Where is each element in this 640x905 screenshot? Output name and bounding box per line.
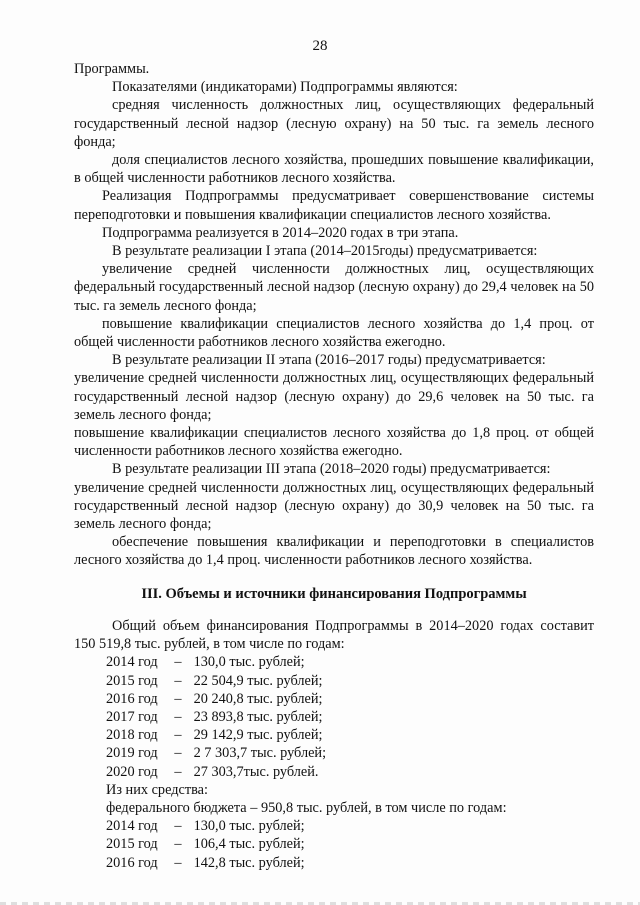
funding-year-row [74, 763, 594, 781]
year-label: 2015 год [106, 836, 158, 853]
amount: 27 303,7тыс. рублей. [193, 763, 319, 780]
funding-year-row [74, 653, 594, 671]
paragraph: В результате реализации I этапа (2014–2015годы) предусматривается: [112, 243, 538, 260]
paragraph: средняя численность должностных лиц, осуществляющих федеральный государственный лесной надзор (лесную охрану) на 50 тыс. га земель лесного фонда; [74, 97, 594, 150]
dash: – [174, 708, 182, 725]
dash: – [174, 854, 182, 871]
federal-budget-line: федерального бюджета – 950,8 тыс. рублей, в том числе по годам: [106, 799, 507, 816]
dash: – [174, 818, 182, 835]
amount: 106,4 тыс. рублей; [193, 836, 305, 853]
dash: – [174, 763, 182, 780]
amount: 20 240,8 тыс. рублей; [193, 690, 323, 707]
paragraph: увеличение средней численности должностных лиц, осуществляющих федеральный государственный лесной надзор (лесную охрану) до 29,6 человек на 50 тыс. га земель лесного фонда; [74, 370, 594, 423]
paragraph: увеличение средней численности должностных лиц, осуществляющих федеральный государственный лесной надзор (лесную охрану) до 29,4 человек на 50 тыс. га земель лесного фонда; [74, 261, 594, 314]
year-label: 2017 год [106, 708, 158, 725]
paragraph: доля специалистов лесного хозяйства, прошедших повышение квалификации, в общей численности работников лесного хозяйства. [74, 152, 594, 187]
funding-year-row [74, 708, 594, 726]
paragraph: увеличение средней численности должностных лиц, осуществляющих федеральный государственный лесной надзор (лесную охрану) до 30,9 человек на 50 тыс. га земель лесного фонда; [74, 479, 594, 533]
dash: – [174, 727, 182, 744]
amount: 130,0 тыс. рублей; [193, 654, 305, 671]
federal-year-row [74, 817, 594, 835]
document-body [74, 60, 594, 872]
year-label: 2014 год [106, 654, 158, 671]
dash: – [174, 672, 182, 689]
paragraph: В результате реализации II этапа (2016–2017 годы) предусматривается: [112, 352, 546, 369]
of-which-label: Из них средства: [106, 781, 208, 798]
funding-year-row [74, 672, 594, 690]
funding-intro: Общий объем финансирования Подпрограммы в 2014–2020 годах составит 150 519,8 тыс. рублей, в том числе по годам: [74, 617, 594, 653]
funding-year-row [74, 744, 594, 762]
dash: – [174, 690, 182, 707]
paragraph: обеспечение повышения квалификации и переподготовки в специалистов лесного хозяйства до 1,4 проц. численности работников лесного хозяйства. [74, 534, 594, 569]
federal-year-row [74, 835, 594, 853]
funding-year-row [74, 726, 594, 744]
paragraph: Программы. [74, 61, 150, 77]
year-label: 2016 год [106, 690, 158, 707]
dash: – [174, 654, 182, 671]
amount: 2 7 303,7 тыс. рублей; [193, 745, 327, 762]
amount: 23 893,8 тыс. рублей; [193, 708, 323, 725]
year-label: 2015 год [106, 672, 158, 689]
paragraph: повышение квалификации специалистов лесного хозяйства до 1,8 проц. от общей численности работников лесного хозяйства ежегодно. [74, 425, 594, 460]
year-label: 2014 год [106, 818, 158, 835]
paragraph: Показателями (индикаторами) Подпрограммы являются: [112, 79, 458, 96]
amount: 142,8 тыс. рублей; [193, 854, 305, 871]
paragraph: Реализация Подпрограммы предусматривает совершенствование системы переподготовки и повышения квалификации специалистов лесного хозяйства. [74, 188, 594, 223]
year-label: 2016 год [106, 854, 158, 871]
funding-year-row [74, 690, 594, 708]
amount: 22 504,9 тыс. рублей; [193, 672, 323, 689]
year-label: 2019 год [106, 745, 158, 762]
amount: 29 142,9 тыс. рублей; [193, 727, 323, 744]
dash: – [174, 836, 182, 853]
paragraph: Подпрограмма реализуется в 2014–2020 годах в три этапа. [102, 224, 459, 241]
paragraph: повышение квалификации специалистов лесного хозяйства до 1,4 проц. от общей численности работников лесного хозяйства ежегодно. [74, 315, 594, 351]
page-number: 28 [312, 38, 328, 54]
dash: – [174, 745, 182, 762]
year-label: 2020 год [106, 763, 158, 780]
amount: 130,0 тыс. рублей; [193, 818, 305, 835]
paragraph: В результате реализации III этапа (2018–2020 годы) предусматривается: [112, 461, 551, 478]
federal-year-row [74, 854, 594, 872]
year-label: 2018 год [106, 727, 158, 744]
section-heading: III. Объемы и источники финансирования Подпрограммы [141, 585, 527, 602]
